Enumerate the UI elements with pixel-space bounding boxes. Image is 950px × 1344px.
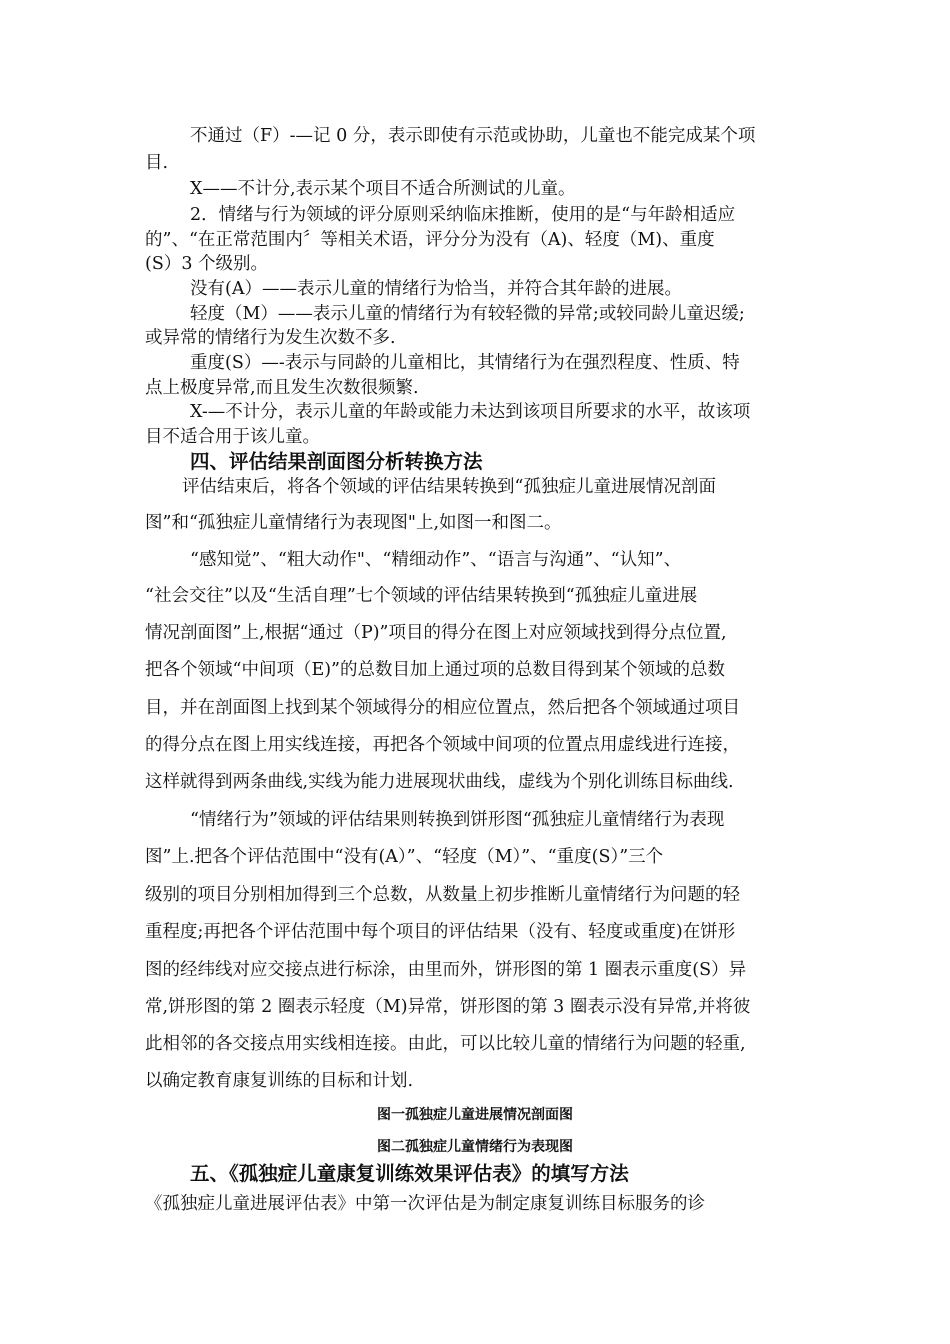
- text-line: 重程度;再把各个评估范围中每个项目的评估结果（没有、轻度或重度)在饼形: [145, 922, 736, 942]
- section-heading: 五、《孤独症儿童康复训练效果评估表》的填写方法: [190, 1162, 629, 1185]
- text-line: X——不计分,表示某个项目不适合所测试的儿童。: [190, 179, 576, 199]
- text-line: 图”和“孤独症儿童情绪行为表现图"上,如图一和图二。: [145, 513, 562, 533]
- text-line: 图”上.把各个评估范围中“没有(A）”、“轻度（M）”、“重度(S）”三个: [145, 847, 664, 867]
- text-line: 轻度（M）——表示儿童的情绪行为有较轻微的异常;或较同龄儿童迟缓;: [190, 304, 745, 324]
- text-line: 点上极度异常,而且发生次数很频繁.: [145, 378, 419, 398]
- text-line: 目.: [145, 153, 169, 173]
- text-line: 图的经纬线对应交接点进行标涂，由里而外，饼形图的第 1 圈表示重度(S）异: [145, 960, 747, 980]
- text-line: 常,饼形图的第 2 圈表示轻度（M)异常，饼形图的第 3 圈表示没有异常,并将彼: [145, 997, 751, 1017]
- text-line: 此相邻的各交接点用实线相连接。由此，可以比较儿童的情绪行为问题的轻重,: [145, 1034, 746, 1054]
- text-line: (S）3 个级别。: [145, 254, 269, 274]
- text-line: 目不适合用于该儿童。: [145, 427, 320, 447]
- text-line: 的得分点在图上用实线连接，再把各个领域中间项的位置点用虚线进行连接，: [145, 735, 740, 755]
- text-line: 或异常的情绪行为发生次数不多.: [145, 328, 396, 348]
- figure-caption: 图一孤独症儿童进展情况剖面图: [377, 1107, 573, 1123]
- text-line: X-—不计分，表示儿童的年龄或能力未达到该项目所要求的水平，故该项: [190, 402, 751, 422]
- text-line: 这样就得到两条曲线,实线为能力进展现状曲线，虚线为个别化训练目标曲线.: [145, 772, 734, 792]
- text-line: 不通过（F）-—记 0 分，表示即使有示范或协助，儿童也不能完成某个项: [190, 126, 756, 146]
- text-line: 2．情绪与行为领域的评分原则采纳临床推断，使用的是“与年龄相适应: [190, 205, 736, 225]
- text-line: “情绪行为”领域的评估结果则转换到饼形图“孤独症儿童情绪行为表现: [190, 810, 725, 830]
- text-line: 没有(A）——表示儿童的情绪行为恰当，并符合其年龄的进展。: [190, 279, 682, 299]
- text-line: 评估结束后，将各个领域的评估结果转换到“孤独症儿童进展情况剖面: [182, 477, 716, 497]
- text-line: “感知觉”、“粗大动作"、“精细动作”、“语言与沟通”、“认知”、: [190, 550, 682, 570]
- text-line: 的”、“在正常范围内〞等相关术语，评分分为没有（A)、轻度（M)、重度: [145, 230, 715, 250]
- text-line: 级别的项目分别相加得到三个总数，从数量上初步推断儿童情绪行为问题的轻: [145, 885, 740, 905]
- text-line: 把各个领域“中间项（E)”的总数目加上通过项的总数目得到某个领域的总数: [145, 660, 725, 680]
- text-line: 重度(S）—-表示与同龄的儿童相比，其情绪行为在强烈程度、性质、特: [190, 353, 740, 373]
- text-line: 以确定教育康复训练的目标和计划.: [145, 1071, 414, 1091]
- figure-caption: 图二孤独症儿童情绪行为表现图: [377, 1139, 573, 1155]
- text-line: 《孤独症儿童进展评估表》中第一次评估是为制定康复训练目标服务的诊: [145, 1194, 705, 1214]
- text-line: “社会交往”以及“生活自理”七个领域的评估结果转换到“孤独症儿童进展: [145, 586, 698, 606]
- text-line: 情况剖面图”上,根据“通过（P)”项目的得分在图上对应领域找到得分点位置,: [145, 623, 727, 643]
- text-line: 目，并在剖面图上找到某个领域得分的相应位置点，然后把各个领域通过项目: [145, 698, 740, 718]
- section-heading: 四、评估结果剖面图分析转换方法: [190, 450, 483, 473]
